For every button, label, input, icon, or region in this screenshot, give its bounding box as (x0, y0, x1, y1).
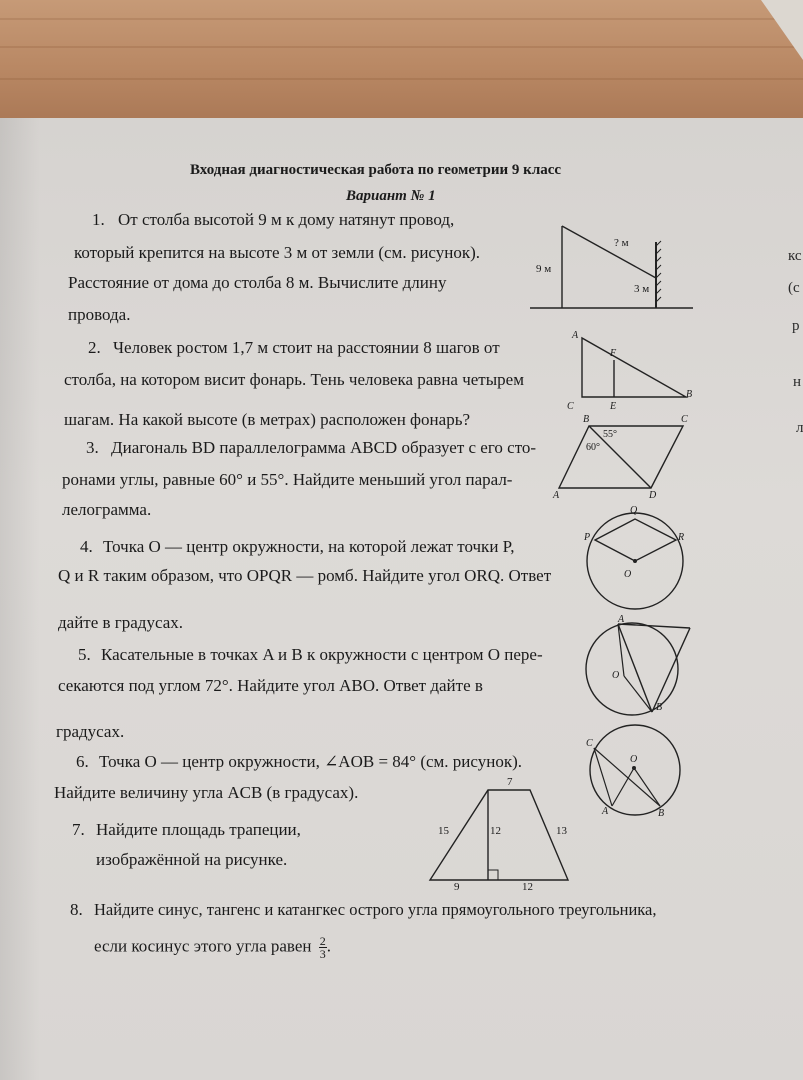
fraction (319, 935, 327, 960)
problem-text-line: Точка O — центр окружности, ∠AOB = 84° (см. рисунок). (99, 752, 522, 771)
problem-number: 6. (76, 752, 89, 771)
label-b: B (656, 702, 663, 713)
problem-number: 3. (86, 438, 99, 457)
wood-grain (0, 78, 803, 80)
problem-text-line: Человек ростом 1,7 м стоит на расстоянии 8 шагов от (113, 338, 500, 357)
figure-trapezoid (428, 774, 578, 897)
right-angle-mark (488, 870, 498, 880)
figure-inscribed-angle (580, 720, 690, 825)
label-bottom-12: 12 (522, 881, 533, 893)
figure-7-svg (428, 774, 578, 892)
tangent-a (618, 624, 690, 628)
label-height-12: 12 (490, 825, 501, 837)
label-d: D (649, 490, 657, 501)
label-wire: ? м (614, 237, 629, 249)
problem-text-line: Расстояние от дома до столба 8 м. Вычислите длину (68, 273, 447, 292)
figure-3-svg (553, 412, 703, 502)
fraction-denominator: 3 (319, 947, 326, 961)
figure-4-svg (580, 503, 700, 613)
label-r: R (678, 532, 685, 543)
label-a: A (572, 330, 579, 341)
problem-text-line: градусах. (56, 722, 125, 741)
label-3m: 3 м (634, 283, 650, 295)
label-e: E (610, 401, 617, 412)
problem-text-line: который крепится на высоте 3 м от земли (см. рисунок). (74, 243, 480, 262)
label-9m: 9 м (536, 263, 552, 275)
label-o: O (630, 754, 638, 765)
wood-grain (0, 18, 803, 20)
label-left-15: 15 (438, 825, 449, 837)
label-angle-55: 55° (603, 429, 617, 440)
rhombus (595, 519, 676, 561)
cutoff-text: л (796, 420, 803, 436)
big-triangle (582, 338, 686, 397)
problem-number: 4. (80, 537, 93, 556)
label-right-13: 13 (556, 825, 567, 837)
label-b: B (658, 808, 665, 819)
figure-lamp-shadow (564, 330, 699, 415)
wire (562, 226, 656, 278)
variant-label: Вариант № 1 (346, 188, 436, 204)
label-o: O (624, 569, 632, 580)
label-a: A (602, 806, 609, 817)
chord-cb (594, 748, 660, 806)
problem-text-line: шагам. На какой высоте (в метрах) расположен фонарь? (64, 410, 470, 429)
problem-text-line: От столба высотой 9 м к дому натянут провод, (118, 210, 455, 229)
problem-number: 7. (72, 820, 85, 839)
problem-text-line: Найдите величину угла ACB (в градусах). (54, 783, 359, 802)
figure-parallelogram (553, 412, 703, 507)
problem-text-line: Точка O — центр окружности, на которой лежат точки P, (103, 537, 515, 556)
label-c: C (586, 738, 593, 749)
label-a: A (618, 614, 625, 625)
label-c: C (567, 401, 574, 412)
label-bottom-9: 9 (454, 881, 460, 893)
problem-text-line: лелограмма. (62, 500, 152, 519)
label-o: O (612, 670, 620, 681)
cutoff-text: н (793, 374, 802, 390)
problem-text-line: столба, на котором висит фонарь. Тень человека равна четырем (64, 370, 524, 389)
diagonal-bd (589, 426, 651, 488)
cutoff-text: р (792, 318, 800, 334)
label-angle-60: 60° (586, 442, 600, 453)
problem-text-line: дайте в градусах. (58, 613, 184, 632)
page-title: Входная диагностическая работа по геометрии 9 класс (190, 162, 562, 178)
figure-pole-wire (528, 222, 698, 319)
figure-circle-rhombus (580, 503, 700, 618)
problem-text-line: секаются под углом 72°. Найдите угол ABO. Ответ дайте в (58, 676, 483, 695)
label-a: A (553, 490, 560, 501)
problem-text-line: Касательные в точках A и B к окружности с центром O пере- (101, 645, 543, 664)
wood-grain (0, 46, 803, 48)
figure-1-svg (528, 222, 698, 314)
problem-number: 2. (88, 338, 101, 357)
label-b: B (686, 389, 693, 400)
problem-number: 8. (70, 900, 83, 919)
figure-tangents (578, 614, 698, 724)
label-p: P (584, 532, 591, 543)
label-b: B (583, 414, 590, 425)
problem-text-line-with-fraction: если косинус этого угла равен $\frac{2}{3}$ . (94, 934, 332, 961)
problem-text-line: ронами углы, равные 60° и 55°. Найдите меньший угол парал- (62, 470, 513, 489)
circle (586, 623, 678, 715)
problem-text-line: изображённой на рисунке. (96, 850, 288, 869)
problem-number: 1. (92, 210, 105, 229)
center-point (632, 766, 636, 770)
cutoff-text: кс (788, 248, 802, 264)
label-f: F (610, 348, 617, 359)
paper-shadow (0, 118, 40, 1080)
center-point (633, 559, 637, 563)
label-c: C (681, 414, 688, 425)
problem-text-line: Диагональ BD параллелограмма ABCD образует с его сто- (111, 438, 537, 457)
fraction-numerator: 2 (319, 934, 326, 948)
problem-number: 5. (78, 645, 91, 664)
cutoff-text: (с (788, 280, 800, 296)
label-q: Q (630, 505, 638, 516)
figure-6-svg (580, 720, 690, 820)
figure-2-svg (564, 330, 699, 410)
tangent-b (652, 628, 690, 712)
problem-text-line: Q и R таким образом, что OPQR — ромб. Найдите угол ORQ. Ответ (58, 566, 552, 585)
parallelogram (559, 426, 683, 488)
problem-text-line: провода. (68, 305, 131, 324)
label-top-7: 7 (507, 776, 513, 788)
figure-5-svg (578, 614, 698, 719)
problem-text-line: Найдите площадь трапеции, (96, 820, 301, 839)
problem-text-line: Найдите синус, тангенс и катангкес острого угла прямоугольного треугольника, (94, 900, 657, 919)
radius-ob (624, 676, 652, 712)
problem-text-line: если косинус этого угла равен (94, 936, 312, 956)
